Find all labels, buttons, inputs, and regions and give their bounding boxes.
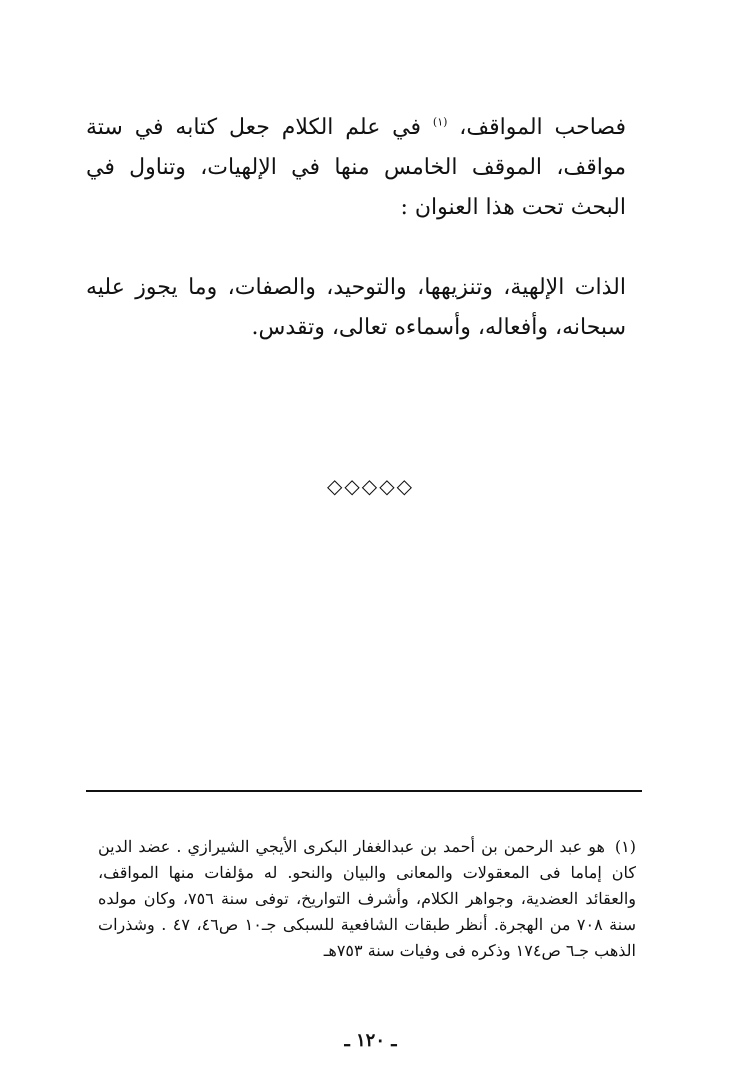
section-separator: ◇◇◇◇◇ bbox=[327, 474, 414, 498]
paragraph-1-rest: في علم الكلام جعل كتابه في ستة مواقف، الموقف الخامس منها في الإلهيات، وتناول في البحث تحت هذا العنوان : bbox=[86, 115, 626, 220]
page-number: ـ ١٢٠ ـ bbox=[344, 1030, 397, 1051]
footnote-divider bbox=[86, 790, 642, 792]
footnote bbox=[98, 834, 636, 964]
paragraph-1-lead: فصاحب المواقف، bbox=[459, 115, 627, 140]
body-paragraph-1 bbox=[86, 108, 626, 228]
footnote-reference: (١) bbox=[432, 115, 448, 129]
body-paragraph-2: الذات الإلهية، وتنزيهها، والتوحيد، والصفات، وما يجوز عليه سبحانه، وأفعاله، وأسماءه تعالى، وتقدس. bbox=[86, 275, 626, 340]
footnote-text: هو عبد الرحمن بن أحمد بن عبدالغفار البكرى الأيجي الشيرازي . عضد الدين كان إماما فى المعقولات والمعانى والبيان والنحو. له مؤلفات منها المواقف، والعقائد العضدية، وجواهر الكلام، وأشرف التواريخ، توفى سنة ٧٥٦، وكان مولده سنة ٧٠٨ من الهجرة. أنظر طبقات الشافعية للسبكى جـ١٠ ص٤٦، ٤٧ . وشذرات الذهب جـ٦ ص١٧٤ وذكره فى وفيات سنة ٧٥٣هـ bbox=[98, 837, 637, 960]
footnote-number: (١) bbox=[614, 837, 636, 856]
